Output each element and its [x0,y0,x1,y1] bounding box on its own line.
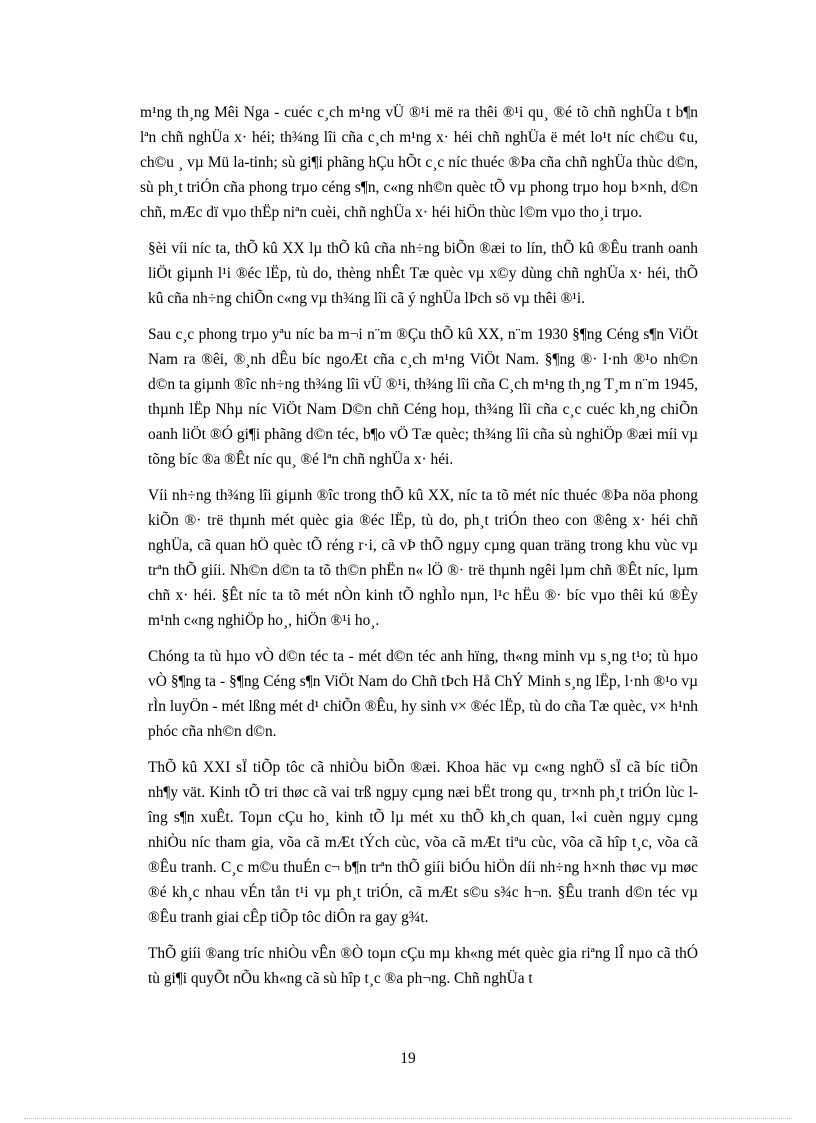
paragraph-4: Víi nh÷ng th¾ng lîi giµnh ®îc trong thÕ kû XX, níc ta tõ mét níc thuéc ®Þa nöa phong kiÕn ®· trë thµnh mét quèc gia ®éc lËp, tù do, ph¸t triÓn theo con ®êng x· héi chñ nghÜa, cã quan hÖ quèc tÕ réng r·i, cã vÞ thÕ ngµy cµng quan träng trong khu vùc vµ trªn thÕ giíi. Nh©n d©n ta tõ th©n phËn n« lÖ ®· trë thµnh ngêi lµm chñ ®Êt níc, lµm chñ x· héi. §Êt níc ta tõ mét nÒn kinh tÕ nghÌo nµn, l¹c hËu ®· bíc vµo thêi kú ®Èy m¹nh c«ng nghiÖp ho¸, hiÖn ®¹i ho¸. [148,487,698,629]
paragraph-7: ThÕ giíi ®ang tríc nhiÒu vÊn ®Ò toµn cÇu mµ kh«ng mét quèc gia riªng lÎ nµo cã thÓ tù gi¶i quyÕt nÕu kh«ng cã sù hîp t¸c ®a ph¬ng. Chñ nghÜa t [148,945,698,987]
body-text [140,100,698,1002]
page-bottom-divider [24,1118,792,1119]
page-number: 19 [400,1050,416,1067]
paragraph-2: §èi víi níc ta, thÕ kû XX lµ thÕ kû cña nh÷ng biÕn ®æi to lín, thÕ kû ®Êu tranh oanh liÖt giµnh l¹i ®éc lËp, tù do, thèng nhÊt Tæ quèc vµ x©y dùng chñ nghÜa x· héi, thÕ kû cña nh÷ng chiÕn c«ng vµ th¾ng lîi cã ý nghÜa lÞch sö vµ thêi ®¹i. [148,240,698,307]
paragraph-5: Chóng ta tù hµo vÒ d©n téc ta - mét d©n téc anh hïng, th«ng minh vµ s¸ng t¹o; tù hµo vÒ §¶ng ta - §¶ng Céng s¶n ViÖt Nam do Chñ tÞch Hå ChÝ Minh s¸ng lËp, l·nh ®¹o vµ rÌn luyÖn - mét lßng mét d¹ chiÕn ®Êu, hy sinh v× ®éc lËp, tù do cña Tæ quèc, v× h¹nh phóc cña nh©n d©n. [148,648,698,740]
paragraph-3: Sau c¸c phong trµo yªu níc ba m¬i n¨m ®Çu thÕ kû XX, n¨m 1930 §¶ng Céng s¶n ViÖt Nam ra ®êi, ®¸nh dÊu bíc ngoÆt cña c¸ch m¹ng ViÖt Nam. §¶ng ®· l·nh ®¹o nh©n d©n ta giµnh ®îc nh÷ng th¾ng lîi vÜ ®¹i, th¾ng lîi cña C¸ch m¹ng th¸ng T¸m n¨m 1945, thµnh lËp Nhµ níc ViÖt Nam D©n chñ Céng hoµ, th¾ng lîi cña c¸c cuéc kh¸ng chiÕn oanh liÖt ®Ó gi¶i phãng d©n téc, b¶o vÖ Tæ quèc; th¾ng lîi cña sù nghiÖp ®æi míi vµ tõng bíc ®a ®Êt níc qu¸ ®é lªn chñ nghÜa x· héi. [148,326,698,468]
paragraph-1: m¹ng th¸ng Mêi Nga - cuéc c¸ch m¹ng vÜ ®¹i më ra thêi ®¹i qu¸ ®é tõ chñ nghÜa t b¶n lªn chñ nghÜa x· héi; th¾ng lîi cña c¸ch m¹ng x· héi chñ nghÜa ë mét lo¹t níc ch©u ¢u, ch©u ¸ vµ Mü la-tinh; sù gi¶i phãng hÇu hÕt c¸c níc thuéc ®Þa cña chñ nghÜa thùc d©n, sù ph¸t triÓn cña phong trµo céng s¶n, c«ng nh©n quèc tÕ vµ phong trµo hoµ b×nh, d©n chñ, mÆc dï vµo thËp niªn cuèi, chñ nghÜa x· héi hiÖn thùc l©m vµo tho¸i trµo. [140,104,698,221]
paragraph-6: ThÕ kû XXI sÏ tiÕp tôc cã nhiÒu biÕn ®æi. Khoa häc vµ c«ng nghÖ sÏ cã bíc tiÕn nh¶y vät. Kinh tÕ tri thøc cã vai trß ngµy cµng næi bËt trong qu¸ tr×nh ph¸t triÓn lùc lîng s¶n xuÊt. Toµn cÇu ho¸ kinh tÕ lµ mét xu thÕ kh¸ch quan, l«i cuèn ngµy cµng nhiÒu níc tham gia, võa cã mÆt tÝch cùc, võa cã mÆt tiªu cùc, võa cã hîp t¸c, võa cã ®Êu tranh. C¸c m©u thuÉn c¬ b¶n trªn thÕ giíi biÓu hiÖn díi nh÷ng h×nh thøc vµ møc ®é kh¸c nhau vÉn tån t¹i vµ ph¸t triÓn, cã mÆt s©u s¾c h¬n. §Êu tranh d©n téc vµ ®Êu tranh giai cÊp tiÕp tôc diÔn ra gay g¾t. [148,759,698,926]
